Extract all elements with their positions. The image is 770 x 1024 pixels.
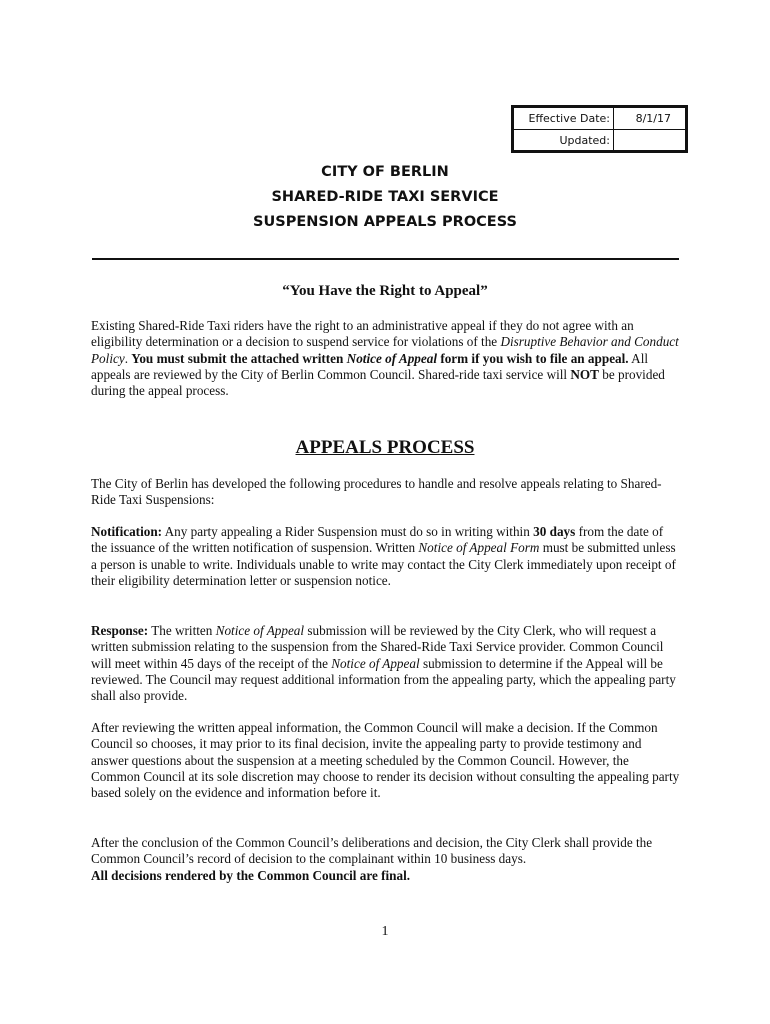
right-to-appeal-paragraph bbox=[91, 318, 681, 399]
after-review-paragraph: After reviewing the written appeal information, the Common Council will make a decision. If the Common Council so chooses, it may prior to its final decision, invite the appealing party to provide testimony and answer questions about the suspension at a meeting scheduled by the Common Council. However, the Common Council at its sole discretion may choose to render its decision without consulting the appealing party based solely on the evidence and information before it. bbox=[91, 720, 680, 801]
final-decision-statement: All decisions rendered by the Common Council are final. bbox=[91, 867, 411, 883]
notice-of-appeal: Notice of Appeal bbox=[215, 623, 305, 638]
effective-date-row bbox=[514, 108, 685, 129]
text-run: be provided during the appeal process. bbox=[91, 366, 665, 399]
conclusion-paragraph: After the conclusion of the Common Council’s deliberations and decision, the City Clerk shall provide the Common Council’s record of decision to the complainant within 10 business days. All decisions rendered by the Common Council are final. bbox=[91, 835, 653, 883]
text-run: . bbox=[124, 350, 132, 366]
document-title bbox=[0, 160, 770, 235]
updated-row bbox=[514, 129, 685, 151]
deadline-days: 30 days bbox=[533, 524, 576, 539]
notification-paragraph: Notification: Any party appealing a Rider Suspension must do so in writing within 30 days from the date of the issuance of the written notification of suspension. Written Notice of Appeal Form must be submitted unless a person is unable to write. Individuals unable to write may contact the City Clerk immediately upon receipt of their eligibility determination letter or suspension notice. bbox=[91, 524, 676, 588]
right-to-appeal-heading: “You Have the Right to Appeal” bbox=[282, 283, 488, 299]
not-emphasis: NOT bbox=[570, 366, 599, 382]
title-service: SHARED-RIDE TAXI SERVICE bbox=[271, 189, 499, 205]
submit-instruction: You must submit the attached written Notice of Appeal form if you wish to file an appeal. bbox=[131, 350, 629, 366]
title-city: CITY OF BERLIN bbox=[321, 164, 449, 180]
response-label: Response: bbox=[91, 623, 149, 638]
appeals-intro-paragraph: The City of Berlin has developed the following procedures to handle and resolve appeals relating to Shared-Ride Taxi Suspensions: bbox=[91, 476, 662, 508]
appeals-process-heading: APPEALS PROCESS bbox=[295, 437, 475, 458]
updated-value bbox=[613, 130, 685, 151]
horizontal-divider bbox=[92, 258, 679, 260]
page-number: 1 bbox=[381, 924, 389, 939]
effective-date-box bbox=[511, 105, 688, 153]
effective-date-value: 8/1/17 bbox=[613, 108, 685, 129]
policy-name: Disruptive Behavior and Conduct Policy bbox=[91, 334, 679, 366]
text-run: All appeals are reviewed by the City of Berlin Common Council. Shared-ride taxi service will bbox=[91, 350, 649, 382]
effective-date-label: Effective Date: bbox=[528, 112, 610, 125]
title-process: SUSPENSION APPEALS PROCESS bbox=[253, 214, 517, 230]
notice-of-appeal: Notice of Appeal bbox=[331, 655, 420, 671]
notice-of-appeal-form: Notice of Appeal Form bbox=[418, 540, 540, 556]
updated-label: Updated: bbox=[559, 134, 610, 147]
text-run: Existing Shared-Ride Taxi riders have the right to an administrative appeal if they do not agree with an eligibility determination or a decision to suspend service for violations of the bbox=[91, 318, 634, 350]
notification-label: Notification: bbox=[91, 524, 163, 539]
response-paragraph: Response: The written Notice of Appeal submission will be reviewed by the City Clerk, who will request a written submission relating to the suspension from the Shared-Ride Taxi Service provider. Common Council will meet within 45 days of the receipt of the Notice of Appeal submission to determine if the Appeal will be reviewed. The Council may request additional information from the appealing party, which the appealing party shall also provide. bbox=[91, 623, 676, 704]
